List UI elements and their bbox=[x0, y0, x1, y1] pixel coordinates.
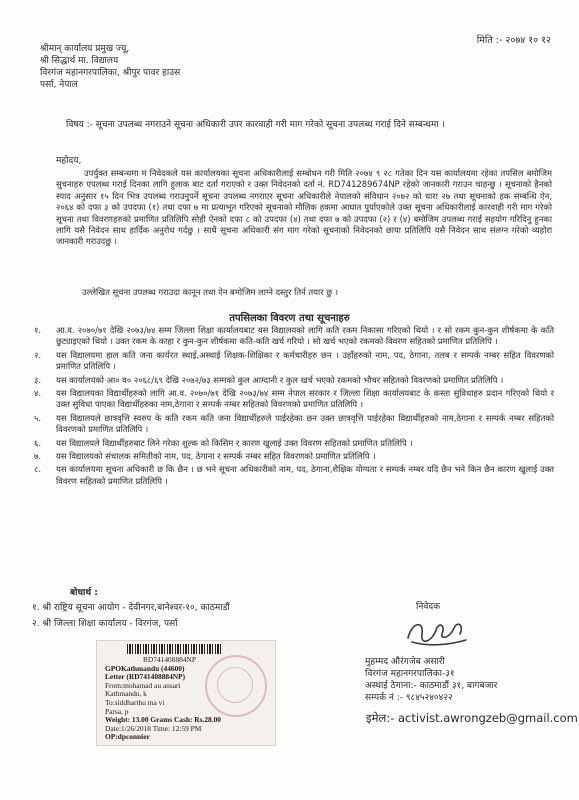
signature bbox=[402, 612, 472, 652]
body-paragraph bbox=[56, 168, 552, 248]
sender-block bbox=[365, 656, 565, 704]
list-item: ४. यस विद्यालयका विद्यार्थीहरुको लागि आ.व. २०७०/७१ देखि २०७३/७४ सम्म नेपाल सरकार र जिल्ला शिक्षा कार्यालयबाट के कस्ता सुविधाहरु प्रदान गरिएको थियो र उक्त सुविधा पाएका विद्यार्थीहरुका नाम,ठेगाना र सम्पर्क नम्बर सहितको विवरणको प्रमाणित प्रतिलिपि । bbox=[34, 388, 554, 410]
cc-list bbox=[32, 602, 332, 634]
receipt-line: Kathmandu, k bbox=[105, 689, 147, 699]
list-heading: तपसिलका विवरण तथा सूचनाहरु bbox=[229, 313, 350, 324]
receipt-line: Date:1/26/2018 Time: 12:59 PM bbox=[105, 723, 202, 733]
sender-phone: सम्पर्क नं :- ९८४५२४०४२२ bbox=[365, 693, 453, 703]
items-list bbox=[34, 325, 554, 489]
list-item: ७. यस विद्यालयको संचालक समितीको नाम, पद, ठेगाना र सम्पर्क नम्बर सहित विवरणको प्रमाणित प्रतिलिपि । bbox=[34, 451, 376, 462]
receipt-line: From:mohamad au ansari bbox=[105, 680, 181, 690]
receipt-line: Letter (RD741408884NP) bbox=[105, 672, 186, 682]
addressee-line: श्री सिद्धार्थ मा. विद्यालय bbox=[40, 56, 119, 66]
receipt-barcode-number: RD741408884NP bbox=[143, 655, 196, 664]
list-item: १. आ.व. २०७०/७१ देखि २०७३/७४ सम्म जिल्ला शिक्षा कार्यालयबाट यस विद्यालयको लागि कति रकम निकासा गरिएको थियो । र सो रकम कुन-कुन शीर्षकमा के कति छुट्याइएको थियो । उक्त रकम के काहा र कुन-कुन शीर्षकमा कति-कति खर्च गरियो । सो खर्च भएको रकमको विवरण सहितको प्रमाणित प्रतिलिपि । bbox=[34, 325, 554, 347]
cc-item: २. श्री जिल्ला शिक्षा कार्यालय - विरगंज, पर्सा bbox=[32, 619, 178, 629]
letter-date: मिति :- २०७४ १० १२ bbox=[476, 35, 551, 46]
sender-name: मुहम्मद औरंगजेब असारी bbox=[365, 657, 445, 667]
applicant-label: निवेदक bbox=[416, 602, 441, 612]
receipt-line: Weight: 13.00 Grams Cash: Rs.28.00 bbox=[105, 715, 221, 725]
receipt-line: To:siddharthu ma vi bbox=[105, 697, 165, 707]
list-item: २. यस विद्यालयमा हाल कति जना कार्यरत स्थाई,अस्थाई शिक्षक-शिक्षिका र कर्मचारीहरु छन । उहाँहरुको नाम, पद, ठेगाना, तलब र सम्पर्क नम्बर सहित विवरणको प्रमाणित प्रतिलिपि । bbox=[34, 349, 554, 372]
subject-line: विषय :- सूचना उपलब्ध नगराउने सूचना अधिकारी उपर कारवाही गरी माग गरेको सूचना उपलब्ध गराई दिने सम्बन्धमा । bbox=[66, 120, 445, 130]
list-item: ६. यस विद्यालयले विद्यार्थीहरुबाट लिने गरेका शुल्क को किसिम र कारण खुलाई उक्त विवरण सहितको प्रमाणित प्रतिलिपि । bbox=[34, 437, 413, 448]
salutation: महोदय, bbox=[56, 156, 82, 166]
cc-heading: बोधार्थ : bbox=[70, 588, 98, 598]
sender-temp-address: अस्थाई ठेगाना:- काठमाडौं ३१, बागबजार bbox=[365, 681, 498, 691]
receipt-line: GPOKathmandu (44600) bbox=[105, 663, 185, 673]
closing-line: उल्लेखित सूचना उपलब्ध गराउदा कानून तथा ऐन बमोजिम लाग्ने दस्तुर तिर्न तयार छु । bbox=[82, 287, 338, 297]
addressee-line: श्रीमान् कार्यालय प्रमुख ज्यू, bbox=[40, 44, 130, 54]
list-item: ८. यस कार्यालयमा सूचना अधिकारी छ कि छैन । छ भने सूचना अधिकारीको नाम, पद, ठेगाना,शैक्षिक योग्यता र सम्पर्क नम्बर यदि छैन भने किन छैन कारण खुलाई उक्त विवरण सहितको प्रमाणित प्रतिलिपि । bbox=[34, 464, 554, 486]
receipt-line: OP:dpconnier bbox=[105, 732, 150, 742]
sender-address: विरगंज महानगरपालिका-३१ bbox=[365, 669, 455, 679]
addressee-line: पर्सा, नेपाल bbox=[40, 80, 78, 90]
postal-receipt bbox=[96, 640, 276, 746]
receipt-lines bbox=[105, 656, 221, 742]
barcode bbox=[127, 644, 223, 654]
sender-email: इमेल:- activist.awrongzeb@gmail.com bbox=[366, 711, 578, 725]
cc-item: १. श्री राष्ट्रिय सूचना आयोग - देवीनगर,बानेश्वर-१०, काठमाडौं bbox=[32, 603, 230, 613]
list-item: ३. यस कार्यालयको आ० व० २०६८/६९ देखि २०७२/७३ सम्मको कुल आम्दानी र कुल खर्च भएको रकमको भौचर सहितको विवरणको प्रमाणित प्रतिलिपि । bbox=[34, 374, 504, 385]
list-item: ५. यस विद्यालयले छात्रवृत्ति स्वरुप के कति रकम कति जना विद्यार्थीहरुले पाईरहेका छन उक्त छात्रवृत्ति पाईरहेका विद्यार्थीहरुको नाम,ठेगाना र सम्पर्क नम्बर सहितको विवरणको प्रमाणित प्रतिलिपि । bbox=[34, 412, 554, 435]
body-text: उपर्युक्त सम्बन्धमा म निवेदकले यस कार्यालयका सूचना अधिकारीलाई सम्बोधन गरी मिति २०७४ ९ २८ गतेका दिन यस कार्यालयमा रहेका तपसिल बमोजिम सुचनाहरु एपलब्ध गराई दिनका लागि हुलाक बाट दर्ता गराएको र उक्त निवेदनको दर्ता नं. RD741289674NP रहेको जानकारी गराउन चाहन्छु । सूचनाको हैनको स्याद अनुसार १५ दिन भित्र उपलब्ध गराउनुपर्ने सूचना उपलब्ध नगराएर सूचना अधिकारीले नेपालको संविधान २०७२ को धारा २७ तथा सूचनाको हक सम्बन्धि ऐन, २०६४ को दफा ३ को उपदफा (१) तथा दफा ७ मा प्रत्याभूत गरिएको सूचनाको मौलिक हकमा आघात पुर्याएकोले उक्त सूचना अधिकारीलाई कारवाही गरी माग गरेको सूचना तथा विवरणहरुको प्रमाणित प्रतिलिपि सोही ऐनको दफा ८ को उपदफा (४) तथा दफा ७ को उपदफा (२) र (४) बमोजिम उपलब्ध गराई सहयोग गरिदिनु हुनका लागि यसै निवेदन साथ हार्दिक अनुरोध गर्दछु । साथै सूचना अधिकारी संग माग गरेको सूचनाको निवेदनको छाया प्रतिलिपि यसै निवेदन साथ संलग्न गरेको व्यहोरा जानकारी गराउदछु । bbox=[56, 168, 552, 247]
addressee-line: विरगंज महानगरपालिका, श्रीपुर पावर हाउस bbox=[40, 68, 181, 78]
addressee-block bbox=[40, 43, 180, 91]
receipt-line: Parsa, p bbox=[105, 706, 129, 716]
